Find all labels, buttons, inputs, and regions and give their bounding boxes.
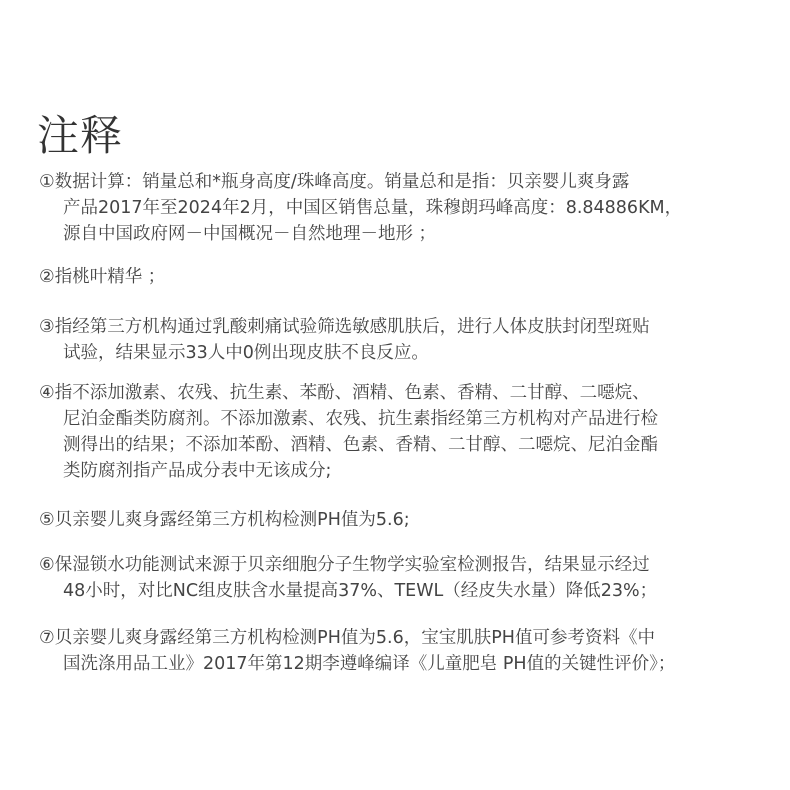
note-1-line-3: 源自中国政府网－中国概况－自然地理－地形 ； (63, 224, 437, 244)
note-7 (39, 625, 675, 677)
page-title: 注释 (37, 111, 124, 161)
note-2 (39, 264, 165, 290)
note-4-line-1: ④指不添加激素、农残、抗生素、苯酚、酒精、色素、香精、二甘醇、二噁烷、 (39, 383, 650, 403)
note-5-line-1: ⑤贝亲婴儿爽身露经第三方机构检测PH值为5.6; (39, 510, 410, 530)
note-1-line-1: ①数据计算：销量总和*瓶身高度/珠峰高度。销量总和是指：贝亲婴儿爽身露 (39, 172, 630, 192)
note-4-line-4: 类防腐剂指产品成分表中无该成分; (63, 461, 332, 481)
note-6 (39, 552, 657, 604)
note-4 (39, 380, 658, 484)
note-6-line-2: 48小时，对比NC组皮肤含水量提高37%、TEWL（经皮失水量）降低23%； (63, 581, 658, 601)
note-3-line-1: ③指经第三方机构通过乳酸刺痛试验筛选敏感肌肤后，进行人体皮肤封闭型斑贴 (39, 317, 650, 337)
note-7-line-2: 国洗涤用品工业》2017年第12期李遵峰编译《儿童肥皂 PH值的关键性评价》； (63, 654, 676, 674)
note-2-line-1: ②指桃叶精华 ； (39, 267, 166, 287)
note-5 (39, 507, 410, 533)
note-7-line-1: ⑦贝亲婴儿爽身露经第三方机构检测PH值为5.6，宝宝肌肤PH值可参考资料《中 (39, 628, 655, 648)
note-1-line-2: 产品2017年至2024年2月，中国区销售总量，珠穆朗玛峰高度：8.84886KM， (63, 198, 683, 218)
note-6-line-1: ⑥保湿锁水功能测试来源于贝亲细胞分子生物学实验室检测报告，结果显示经过 (39, 555, 650, 575)
note-4-line-3: 测得出的结果；不添加苯酚、酒精、色素、香精、二甘醇、二噁烷、尼泊金酯 (63, 435, 658, 455)
note-4-line-2: 尼泊金酯类防腐剂。不添加激素、农残、抗生素指经第三方机构对产品进行检 (63, 409, 658, 429)
note-3 (39, 314, 650, 366)
note-1 (39, 169, 682, 247)
note-3-line-2: 试验，结果显示33人中0例出现皮肤不良反应。 (63, 343, 429, 363)
